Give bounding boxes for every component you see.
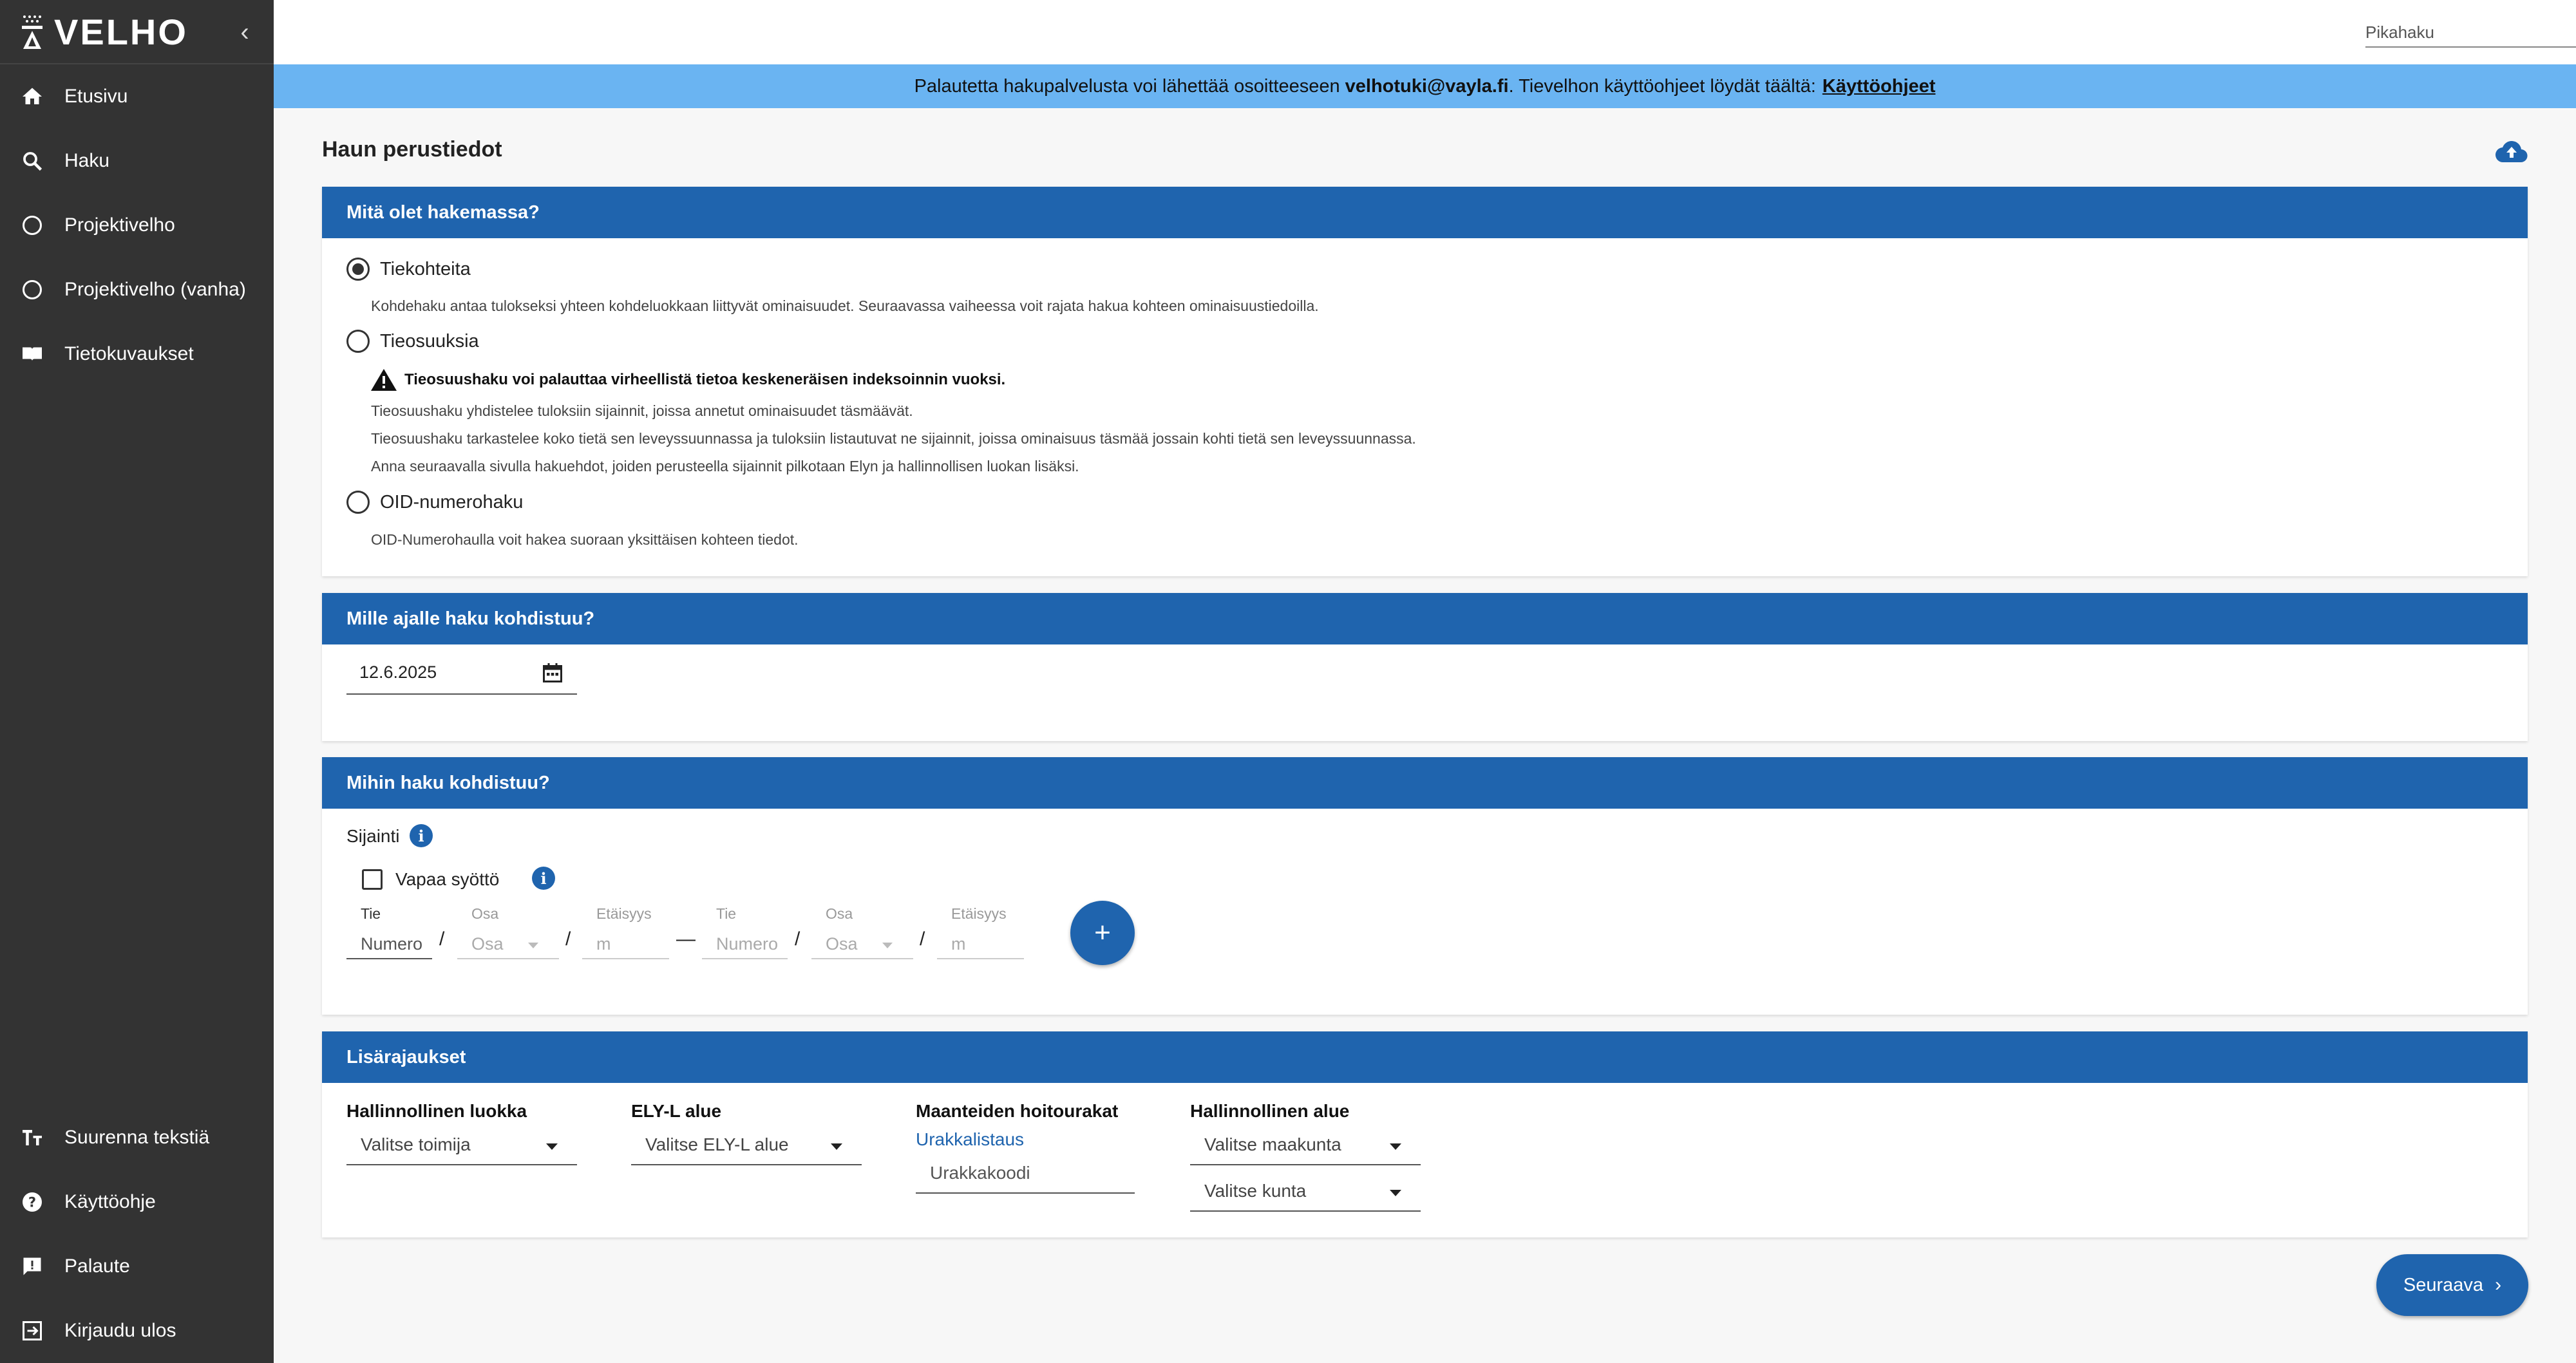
free-input-checkbox[interactable]	[362, 869, 383, 890]
search-icon	[21, 149, 44, 173]
radio-label: Tiekohteita	[380, 258, 471, 279]
info-icon[interactable]: i	[410, 824, 433, 847]
banner-text-middle: . Tievelhon käyttöohjeet löydät täältä:	[1508, 75, 1816, 97]
dropdown-arrow-icon	[882, 943, 893, 948]
administrative-class-select[interactable]	[346, 1127, 577, 1165]
page-title: Haun perustiedot	[322, 137, 502, 162]
card-header: Mitä olet hakemassa?	[322, 187, 2528, 238]
app-logo-text: VELHO	[54, 12, 188, 52]
road-distance-field[interactable]	[582, 905, 669, 970]
banner-email: velhotuki@vayla.fi	[1345, 75, 1509, 97]
date-value: 12.6.2025	[359, 663, 437, 682]
sidebar-item-projektivelho-vanha[interactable]	[0, 261, 274, 319]
sidebar-item-label: Tietokuvaukset	[64, 343, 194, 364]
select-value: Valitse kunta	[1204, 1181, 1307, 1201]
sidebar-item-palaute[interactable]	[0, 1237, 274, 1295]
top-bar	[274, 0, 2576, 64]
sidebar-item-label: Haku	[64, 150, 110, 171]
select-value: Valitse ELY-L alue	[645, 1134, 789, 1154]
filter-title: Hallinnollinen luokka	[346, 1101, 527, 1121]
filter-title: Hallinnollinen alue	[1190, 1101, 1350, 1121]
dropdown-arrow-icon	[831, 1143, 842, 1150]
radio-oid-numerohaku[interactable]	[346, 491, 523, 514]
help-text: Kohdehaku antaa tulokseksi yhteen kohdeluokkaan liittyvät ominaisuudet. Seuraavassa vaiheessa voit rajata hakua kohteen ominaisuustiedoilla.	[371, 297, 1319, 314]
sidebar-item-label: Käyttöohje	[64, 1191, 156, 1212]
velho-logo-icon	[19, 14, 45, 50]
card-header: Lisärajaukset	[322, 1031, 2528, 1083]
road-part-field[interactable]	[457, 905, 559, 970]
dropdown-arrow-icon	[528, 943, 538, 948]
separator: /	[920, 928, 925, 950]
help-text: Anna seuraavalla sivulla hakuehdot, joiden perusteella sijainnit pilkotaan Elyn ja hallinnollisen luokan lisäksi.	[371, 458, 1079, 475]
help-text: OID-Numerohaulla voit hakea suoraan yksittäisen kohteen tiedot.	[371, 531, 799, 548]
info-banner	[274, 64, 2576, 108]
card-header: Mille ajalle haku kohdistuu?	[322, 593, 2528, 644]
road-number-end-field[interactable]	[702, 905, 788, 970]
next-button[interactable]	[2376, 1254, 2528, 1316]
user-guide-link[interactable]: Käyttöohjeet	[1822, 75, 1936, 97]
field-label: Etäisyys	[951, 905, 1007, 922]
dropdown-arrow-icon	[546, 1143, 558, 1150]
sidebar-item-kayttoohje[interactable]	[0, 1173, 274, 1231]
road-part-end-field[interactable]	[811, 905, 913, 970]
separator: /	[795, 928, 800, 950]
free-input-label: Vapaa syöttö	[395, 869, 500, 889]
sidebar-item-tietokuvaukset[interactable]	[0, 325, 274, 383]
sidebar-item-projektivelho[interactable]	[0, 196, 274, 254]
location-label: Sijainti	[346, 826, 400, 846]
sidebar-item-label: Kirjaudu ulos	[64, 1320, 176, 1341]
field-label: Tie	[361, 905, 381, 922]
radio-label: OID-numerohaku	[380, 491, 524, 512]
help-icon	[21, 1190, 44, 1214]
radio-button[interactable]	[346, 330, 370, 353]
field-label: Osa	[471, 905, 499, 922]
banner-text-before: Palautetta hakupalvelusta voi lähettää osoitteeseen	[914, 75, 1340, 97]
region-select[interactable]	[1190, 1127, 1421, 1165]
sidebar-item-suurenna-tekstia[interactable]	[0, 1109, 274, 1167]
separator: —	[676, 928, 696, 950]
cloud-upload-icon[interactable]	[2496, 139, 2528, 165]
select-value: Valitse maakunta	[1204, 1134, 1341, 1154]
filter-title: ELY-L alue	[631, 1101, 722, 1121]
separator: /	[565, 928, 571, 950]
field-input[interactable]: Numero	[702, 928, 788, 959]
sidebar-item-label: Projektivelho (vanha)	[64, 279, 246, 300]
contract-code-input[interactable]	[916, 1155, 1135, 1194]
date-field[interactable]	[346, 656, 577, 695]
field-input[interactable]: m	[937, 928, 1024, 959]
field-label: Etäisyys	[596, 905, 652, 922]
field-input[interactable]: Numero	[346, 928, 432, 959]
sidebar-item-haku[interactable]	[0, 132, 274, 190]
sidebar-item-etusivu[interactable]	[0, 68, 274, 126]
contract-list-link[interactable]: Urakkalistaus	[916, 1129, 1025, 1149]
select-value: Valitse toimija	[361, 1134, 471, 1154]
svg-text:?: ?	[28, 1194, 37, 1210]
sidebar-item-label: Palaute	[64, 1255, 130, 1277]
ely-area-select[interactable]	[631, 1127, 862, 1165]
help-text: Tieosuushaku yhdistelee tuloksiin sijainnit, joissa annetut ominaisuudet täsmäävät.	[371, 402, 913, 419]
radio-button[interactable]	[346, 491, 370, 514]
location-card	[322, 757, 2528, 1015]
logout-icon	[21, 1319, 44, 1342]
sidebar-item-label: Etusivu	[64, 86, 128, 107]
help-text: Tieosuushaku tarkastelee koko tietä sen leveyssuunnassa ja tuloksiin listautuvat ne sijainnit, joissa ominaisuus täsmää jossain kohti tietä sen leveyssuunnassa.	[371, 430, 1416, 447]
road-number-field[interactable]	[346, 905, 432, 970]
dropdown-arrow-icon	[1390, 1143, 1401, 1150]
card-header: Mihin haku kohdistuu?	[322, 757, 2528, 809]
home-icon	[21, 85, 44, 108]
separator: /	[439, 928, 445, 950]
filter-title: Maanteiden hoitourakat	[916, 1101, 1119, 1121]
dropdown-arrow-icon	[1390, 1190, 1401, 1196]
field-input[interactable]: Osa	[457, 928, 559, 959]
quick-search-input[interactable]	[2365, 18, 2576, 48]
search-type-card	[322, 187, 2528, 576]
feedback-icon	[21, 1255, 44, 1278]
sidebar-item-label: Projektivelho	[64, 214, 175, 236]
circle-icon	[21, 214, 44, 237]
info-icon[interactable]: i	[532, 867, 555, 890]
sidebar	[0, 0, 274, 1363]
radio-tiekohteita[interactable]	[346, 258, 471, 281]
sidebar-item-kirjaudu-ulos[interactable]	[0, 1302, 274, 1360]
add-location-button[interactable]: +	[1070, 901, 1135, 965]
warning-icon	[371, 369, 397, 391]
additional-filters-card	[322, 1031, 2528, 1237]
warning-message	[371, 369, 1005, 391]
road-distance-end-field[interactable]	[937, 905, 1024, 970]
field-input[interactable]: m	[582, 928, 669, 959]
radio-button-selected[interactable]	[346, 258, 370, 281]
chevron-right-icon: ›	[2495, 1274, 2502, 1295]
next-button-label: Seuraava	[2403, 1274, 2484, 1295]
field-label: Tie	[716, 905, 737, 922]
sidebar-item-label: Suurenna tekstiä	[64, 1127, 210, 1148]
book-icon	[21, 343, 44, 366]
calendar-icon[interactable]	[541, 661, 564, 684]
logo-bar	[0, 0, 274, 64]
warning-text: Tieosuushaku voi palauttaa virheellistä tietoa keskeneräisen indeksoinnin vuoksi.	[404, 371, 1006, 388]
date-card	[322, 593, 2528, 741]
input-placeholder: Urakkakoodi	[930, 1163, 1030, 1183]
circle-icon	[21, 278, 44, 301]
field-input[interactable]: Osa	[811, 928, 913, 959]
municipality-select[interactable]	[1190, 1173, 1421, 1212]
collapse-sidebar-button[interactable]: ‹	[240, 18, 249, 46]
field-label: Osa	[826, 905, 853, 922]
radio-label: Tieosuuksia	[380, 330, 479, 352]
main-content	[274, 108, 2576, 1363]
text-size-icon	[21, 1126, 44, 1149]
radio-tieosuuksia[interactable]	[346, 330, 479, 353]
